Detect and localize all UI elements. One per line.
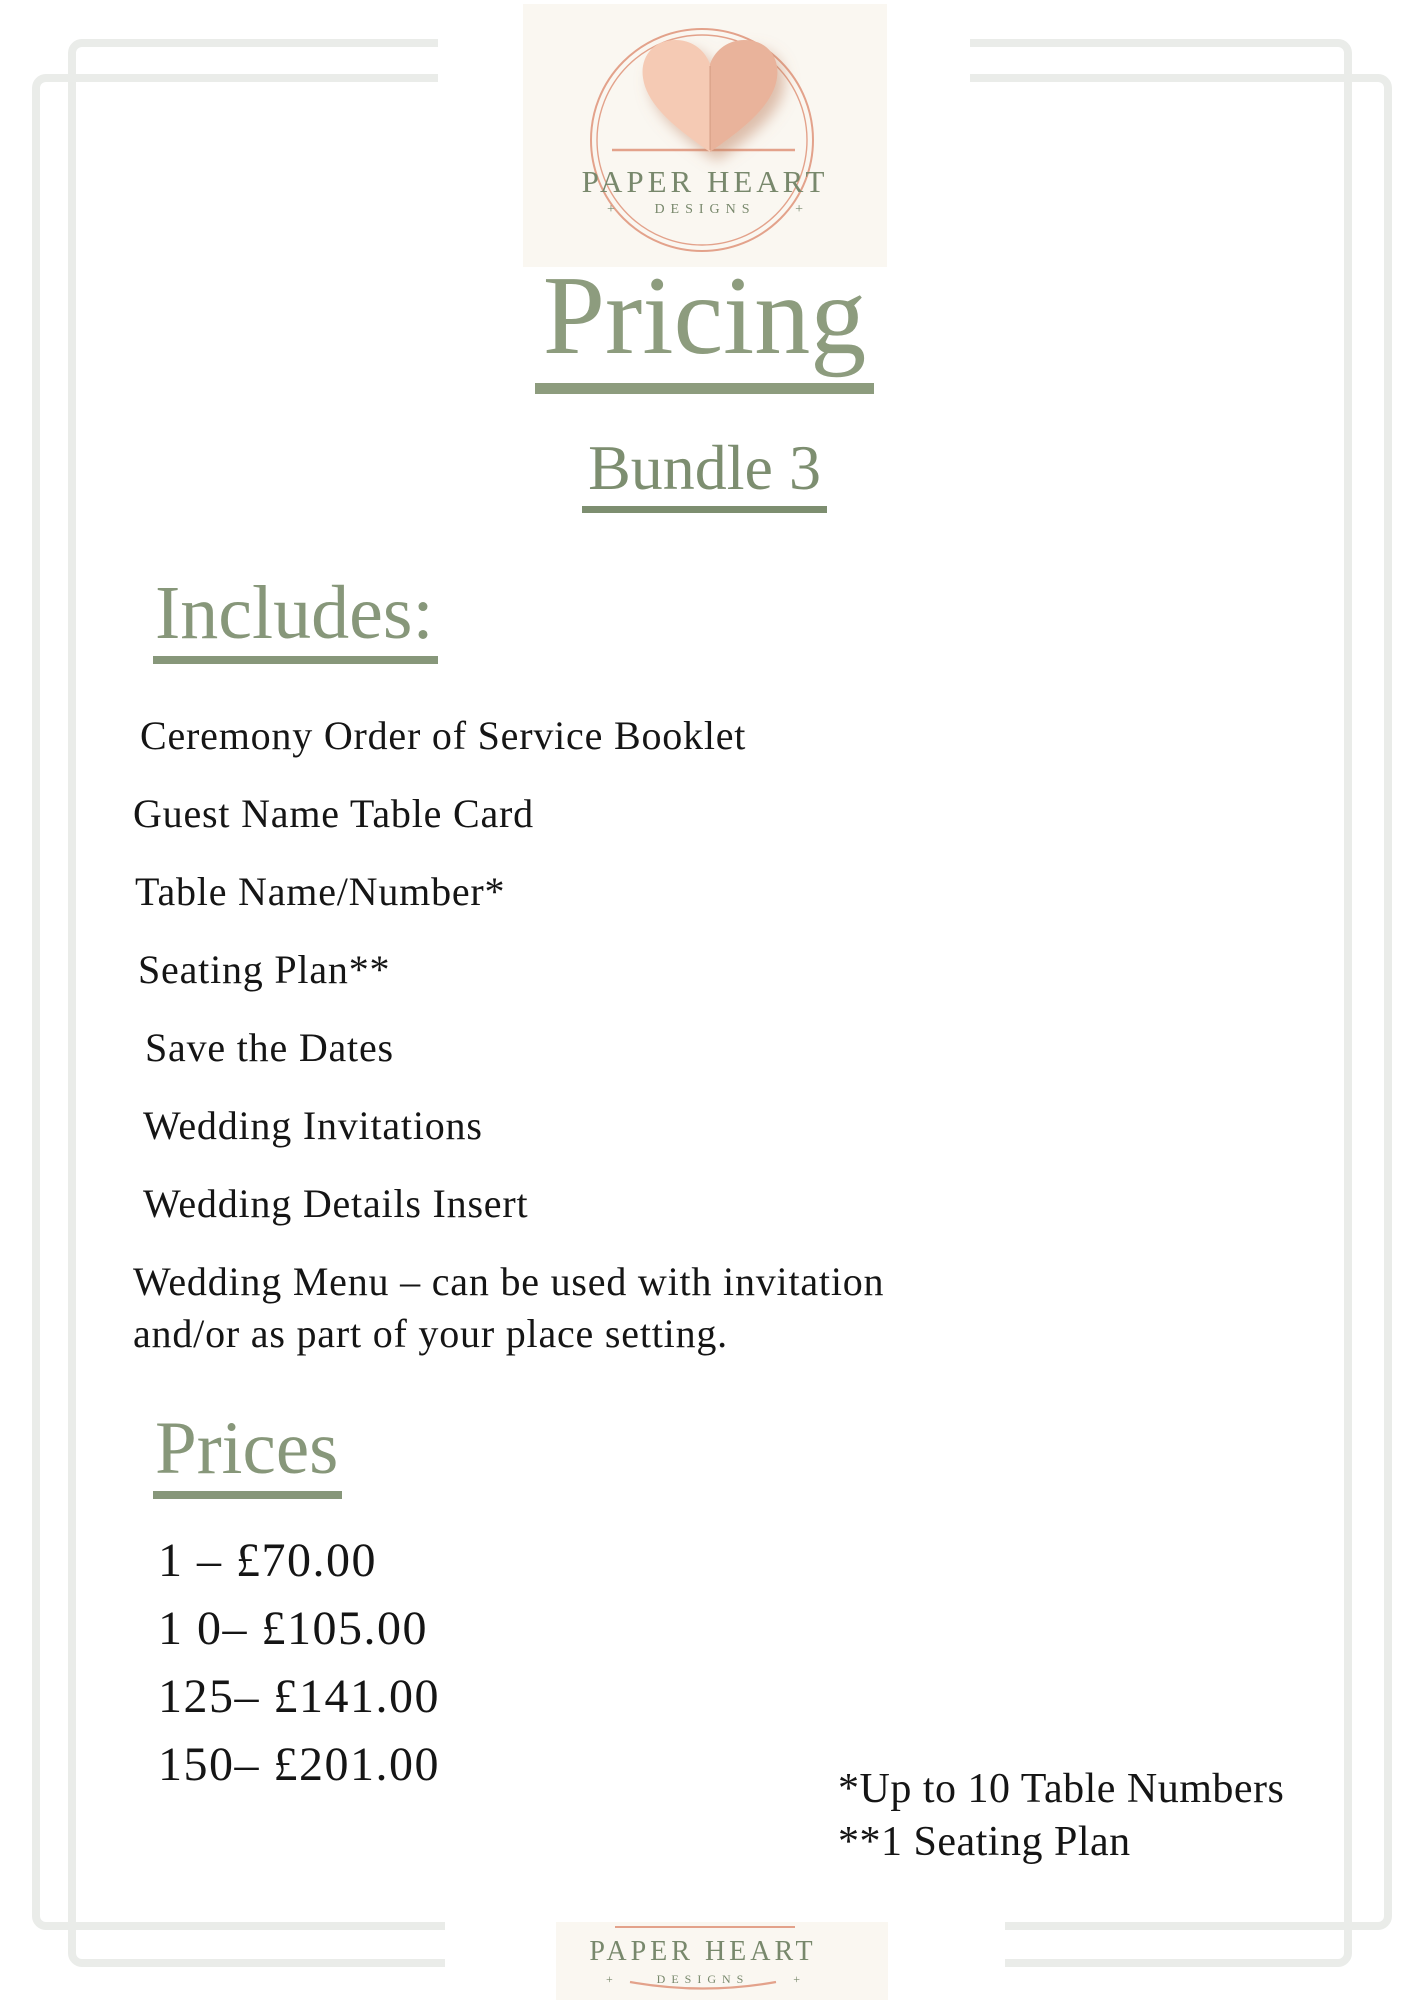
includes-heading: Includes: xyxy=(153,572,438,664)
prices-heading-block xyxy=(153,1408,342,1499)
page-title-block xyxy=(0,252,1409,394)
footer-logo-card xyxy=(556,1922,888,2000)
include-item: Wedding Details Insert xyxy=(143,1181,529,1226)
include-item: Seating Plan** xyxy=(138,947,391,992)
footnote-line: **1 Seating Plan xyxy=(838,1819,1131,1866)
header-logo-card xyxy=(523,4,887,267)
footer-brand-name: PAPER HEART xyxy=(589,1936,817,1967)
plus-icon: + xyxy=(795,202,803,217)
page-subtitle-block xyxy=(0,432,1409,513)
price-row: 1 – £70.00 xyxy=(158,1534,377,1587)
plus-icon: + xyxy=(607,202,615,217)
footnote-line: *Up to 10 Table Numbers xyxy=(838,1766,1285,1812)
page-subtitle: Bundle 3 xyxy=(582,432,827,513)
brand-subtitle: DESIGNS xyxy=(654,202,756,217)
page-title: Pricing xyxy=(535,252,875,394)
paper-heart-icon xyxy=(523,4,887,267)
includes-list xyxy=(130,710,884,1386)
plus-icon: + xyxy=(606,1972,613,1986)
footer-logo xyxy=(445,1920,1005,2000)
include-item: Wedding Menu – can be used with invitation and/or as part of your place setting. xyxy=(133,1259,885,1356)
prices-heading: Prices xyxy=(153,1408,342,1499)
price-row: 150– £201.00 xyxy=(158,1738,440,1791)
include-item: Guest Name Table Card xyxy=(133,791,534,836)
footnotes xyxy=(838,1763,1284,1870)
include-item: Ceremony Order of Service Booklet xyxy=(140,713,747,758)
include-item: Wedding Invitations xyxy=(143,1103,483,1148)
include-item: Save the Dates xyxy=(145,1025,394,1070)
header-logo xyxy=(438,0,970,270)
price-list xyxy=(158,1534,440,1809)
price-row: 1 0– £105.00 xyxy=(158,1602,428,1655)
footer-brand-subtitle-row xyxy=(606,1972,800,1987)
footer-brand-subtitle: DESIGNS xyxy=(656,1972,750,1986)
include-item: Table Name/Number* xyxy=(135,869,506,914)
brand-subtitle-row xyxy=(607,202,803,218)
plus-icon: + xyxy=(793,1972,800,1986)
brand-name: PAPER HEART xyxy=(581,164,829,199)
includes-heading-block xyxy=(153,572,438,664)
price-row: 125– £141.00 xyxy=(158,1670,440,1723)
